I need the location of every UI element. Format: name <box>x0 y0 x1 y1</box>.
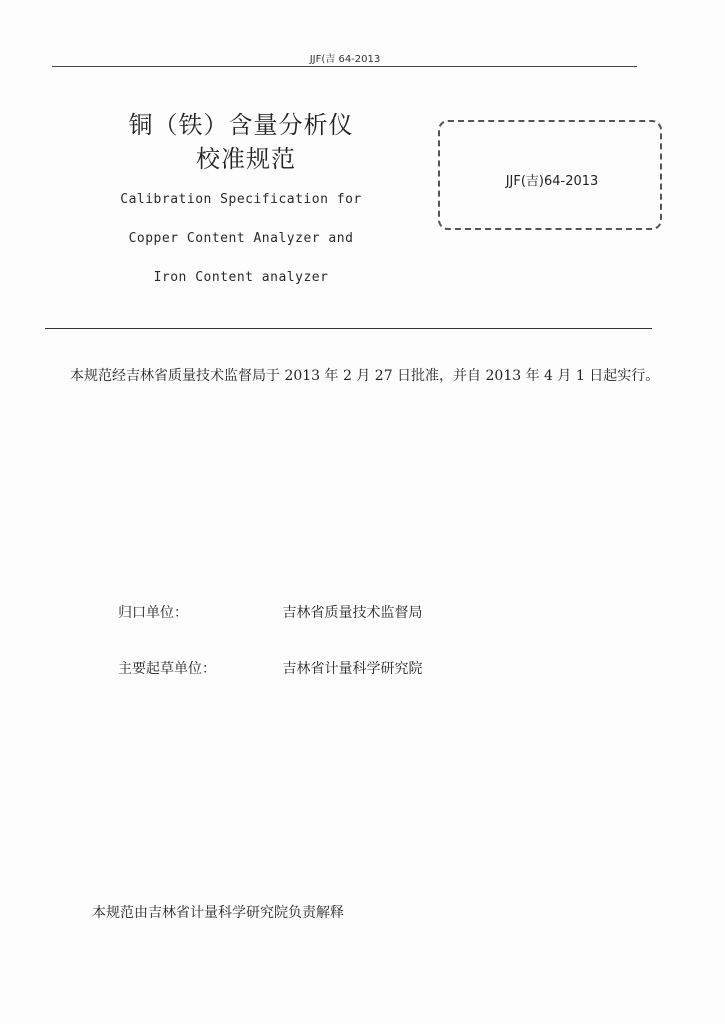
specification-code: JJF(吉)64-2013 <box>505 174 599 189</box>
header-code: JJF(吉 64-2013 <box>309 54 381 65</box>
document-title-en-line2: Copper Content Analyzer and <box>128 231 354 246</box>
header-divider <box>52 66 637 67</box>
approval-statement: 本规范经吉林省质量技术监督局于 2013 年 2 月 27 日批准，并自 2013 年 4 月 1 日起实行。 <box>70 368 660 384</box>
document-title-en-line3: Iron Content analyzer <box>153 270 329 285</box>
responsible-unit-label: 归口单位： <box>118 605 188 621</box>
interpretation-note: 本规范由吉林省计量科学研究院负责解释 <box>92 905 344 921</box>
specification-code-box <box>438 120 662 230</box>
title-block <box>96 108 386 176</box>
document-title-cn: 铜（铁）含量分析仪 <box>128 111 354 139</box>
document-title-en-line1: Calibration Specification for <box>120 192 362 207</box>
drafting-unit-value: 吉林省计量科学研究院 <box>282 661 423 677</box>
section-divider <box>45 328 652 329</box>
drafting-unit-row <box>118 658 422 678</box>
drafting-unit-label: 主要起草单位： <box>118 661 216 677</box>
responsible-unit-row <box>118 602 422 622</box>
document-subtitle-cn: 校准规范 <box>196 145 296 173</box>
responsible-unit-value: 吉林省质量技术监督局 <box>282 605 423 621</box>
